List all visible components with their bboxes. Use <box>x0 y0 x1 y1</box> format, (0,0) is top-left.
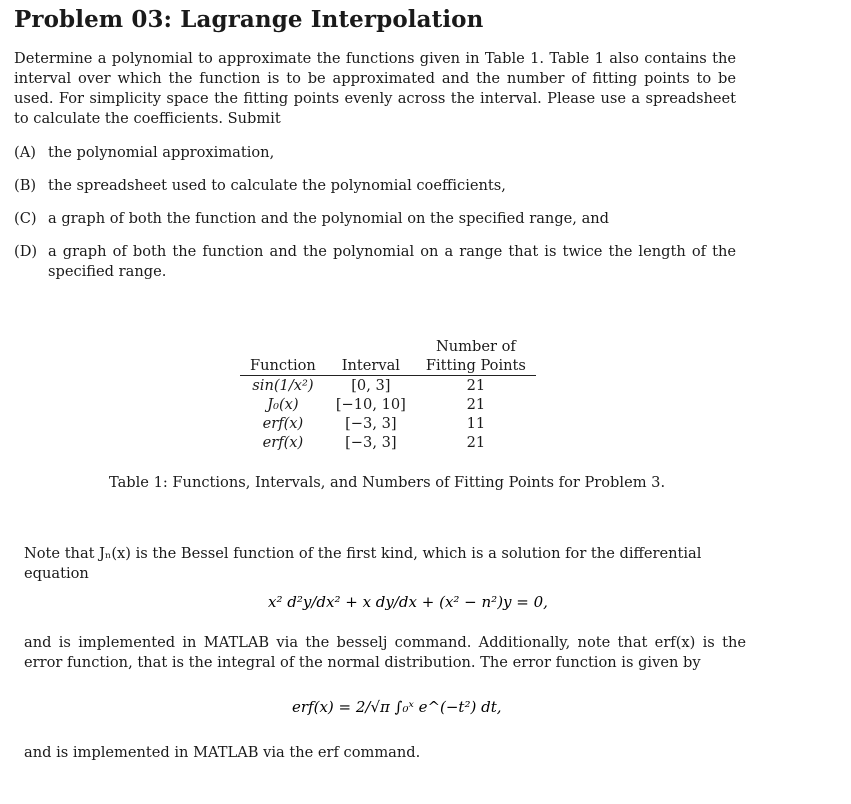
table-cell-points: 21 <box>466 377 486 394</box>
note-paragraph: Note that Jₙ(x) is the Bessel function of the first kind, which is a solution for the differential equation <box>24 545 702 582</box>
list-item-label: (A) <box>14 144 36 161</box>
table-cell-function: J₀(x) <box>267 396 299 413</box>
functions-table <box>240 337 536 452</box>
error-function-paragraph: and is implemented in MATLAB via the besselj command. Additionally, note that erf(x) is the error function, that is the integral of the normal distribution. The error function is given by <box>24 634 746 671</box>
table-row <box>240 376 536 396</box>
column-header-interval: Interval <box>326 356 416 376</box>
bessel-equation-graphic <box>268 578 588 626</box>
table-caption: Table 1: Functions, Intervals, and Numbers of Fitting Points for Problem 3. <box>109 474 666 491</box>
error-function-equation-graphic <box>292 683 552 733</box>
table-cell-points: 11 <box>466 415 486 432</box>
list-item-text: the spreadsheet used to calculate the polynomial coefficients, <box>48 177 506 194</box>
table-cell-function: erf(x) <box>262 434 304 451</box>
page-title: Problem 03: Lagrange Interpolation <box>14 6 484 33</box>
table-cell-function: sin(1/x²) <box>252 377 314 394</box>
list-item-label: (D) <box>14 243 38 260</box>
column-header-points-line2: Fitting Points <box>416 356 536 376</box>
error-function-equation <box>292 683 552 733</box>
list-item-text: a graph of both the function and the polynomial on a range that is twice the length of the specified range. <box>48 243 736 280</box>
bessel-equation-text: x² d²y/dx² + x dy/dx + (x² − n²)y = 0, <box>268 593 548 611</box>
error-function-equation-text: erf(x) = 2/√π ∫₀ˣ e^(−t²) dt, <box>292 698 502 716</box>
list-item-label: (C) <box>14 210 37 227</box>
bessel-equation <box>268 578 588 626</box>
table-cell-interval: [−3, 3] <box>345 415 397 432</box>
list-item-text: a graph of both the function and the polynomial on the specified range, and <box>48 210 610 227</box>
list-item-label: (B) <box>14 177 37 194</box>
table-row <box>240 395 536 414</box>
column-header-function: Function <box>240 356 326 376</box>
closing-paragraph: and is implemented in MATLAB via the erf command. <box>24 744 421 761</box>
table-row <box>240 414 536 433</box>
table-cell-interval: [−10, 10] <box>335 396 406 413</box>
table-cell-points: 21 <box>466 396 486 413</box>
table-cell-interval: [0, 3] <box>351 377 391 394</box>
list-item-text: the polynomial approximation, <box>48 144 275 161</box>
table-cell-function: erf(x) <box>262 415 304 432</box>
intro-paragraph: Determine a polynomial to approximate the functions given in Table 1. Table 1 also contains the interval over which the function is to be approximated and the number of fitting points to be used. For simplicity space the fitting points evenly across the interval. Please use a spreadsheet to calculate the coefficients. Submit <box>14 50 736 127</box>
column-header-points-line1: Number of <box>435 338 516 355</box>
table-cell-points: 21 <box>466 434 486 451</box>
table-row <box>240 433 536 452</box>
table-cell-interval: [−3, 3] <box>345 434 397 451</box>
